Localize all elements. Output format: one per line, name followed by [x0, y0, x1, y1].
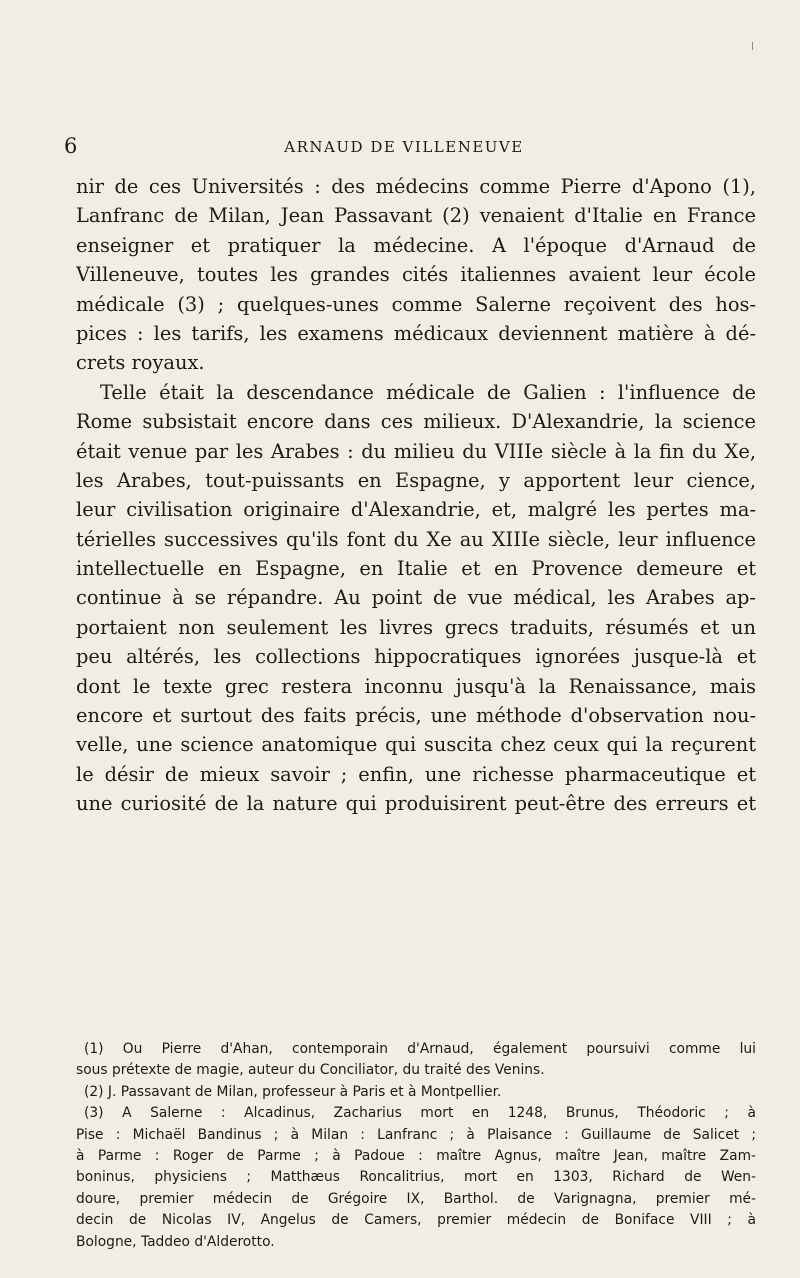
footnote-line: doure, premier médecin de Grégoire IX, Barthol. de Varignagna, premier mé-: [76, 1190, 756, 1207]
footnote-line: Pise : Michaël Bandinus ; à Milan : Lanfranc ; à Plaisance : Guillaume de Salicet ;: [76, 1126, 756, 1143]
margin-mark: [752, 42, 753, 50]
text-line: le désir de mieux savoir ; enfin, une richesse pharmaceutique et: [76, 762, 756, 786]
footnote-line: sous prétexte de magie, auteur du Conciliator, du traité des Venins.: [76, 1062, 545, 1079]
footnote-line: Bologne, Taddeo d'Alderotto.: [76, 1233, 275, 1250]
page-header: [64, 134, 744, 160]
text-line: les Arabes, tout-puissants en Espagne, y apportent leur cience,: [76, 468, 756, 492]
footnote-line: (1) Ou Pierre d'Ahan, contemporain d'Arnaud, également poursuivi comme lui: [84, 1041, 756, 1057]
text-line: Telle était la descendance médicale de Galien : l'influence de: [100, 380, 756, 404]
text-line: Rome subsistait encore dans ces milieux. D'Alexandrie, la science: [76, 410, 756, 434]
footnote-line: decin de Nicolas IV, Angelus de Camers, premier médecin de Boniface VIII ; à: [76, 1212, 756, 1229]
footnote-line: (3) A Salerne : Alcadinus, Zacharius mort en 1248, Brunus, Théodoric ; à: [84, 1105, 756, 1122]
text-line: Lanfranc de Milan, Jean Passavant (2) venaient d'Italie en France: [76, 204, 756, 228]
text-line: peu altérés, les collections hippocratiques ignorées jusque-là et: [76, 645, 756, 669]
footnote-line: boninus, physiciens ; Matthæus Roncalitrius, mort en 1303, Richard de Wen-: [76, 1169, 756, 1186]
footnote-line: à Parme : Roger de Parme ; à Padoue : maître Agnus, maître Jean, maître Zam-: [76, 1147, 756, 1164]
text-line: nir de ces Universités : des médecins comme Pierre d'Apono (1),: [76, 175, 756, 198]
running-title: ARNAUD DE VILLENEUVE: [284, 138, 524, 156]
text-line: térielles successives qu'ils font du Xe au XIIIe siècle, leur influence: [76, 527, 756, 551]
text-line: velle, une science anatomique qui suscita chez ceux qui la reçurent: [76, 733, 756, 757]
body-text: [76, 172, 756, 819]
text-line: portaient non seulement les livres grecs traduits, résumés et un: [76, 615, 756, 639]
text-line: intellectuelle en Espagne, en Italie et en Provence demeure et: [76, 557, 756, 581]
text-line: Villeneuve, toutes les grandes cités italiennes avaient leur école: [76, 263, 756, 287]
text-line: encore et surtout des faits précis, une méthode d'observation nou-: [76, 704, 756, 728]
text-line: enseigner et pratiquer la médecine. A l'époque d'Arnaud de: [76, 233, 756, 257]
text-line: continue à se répandre. Au point de vue médical, les Arabes ap-: [76, 586, 756, 610]
text-line: une curiosité de la nature qui produisirent peut-être des erreurs et: [76, 792, 756, 816]
text-line: leur civilisation originaire d'Alexandrie, et, malgré les pertes ma-: [76, 498, 756, 522]
text-line: médicale (3) ; quelques-unes comme Salerne reçoivent des hos-: [76, 292, 756, 316]
text-line: était venue par les Arabes : du milieu du VIIIe siècle à la fin du Xe,: [76, 439, 756, 463]
footnote-line: (2) J. Passavant de Milan, professeur à Paris et à Montpellier.: [84, 1083, 502, 1100]
footnotes: [76, 1039, 756, 1253]
page-number: 6: [64, 134, 78, 158]
text-line: dont le texte grec restera inconnu jusqu'à la Renaissance, mais: [76, 674, 756, 698]
text-line: crets royaux.: [76, 351, 205, 375]
text-line: pices : les tarifs, les examens médicaux deviennent matière à dé-: [76, 321, 756, 345]
